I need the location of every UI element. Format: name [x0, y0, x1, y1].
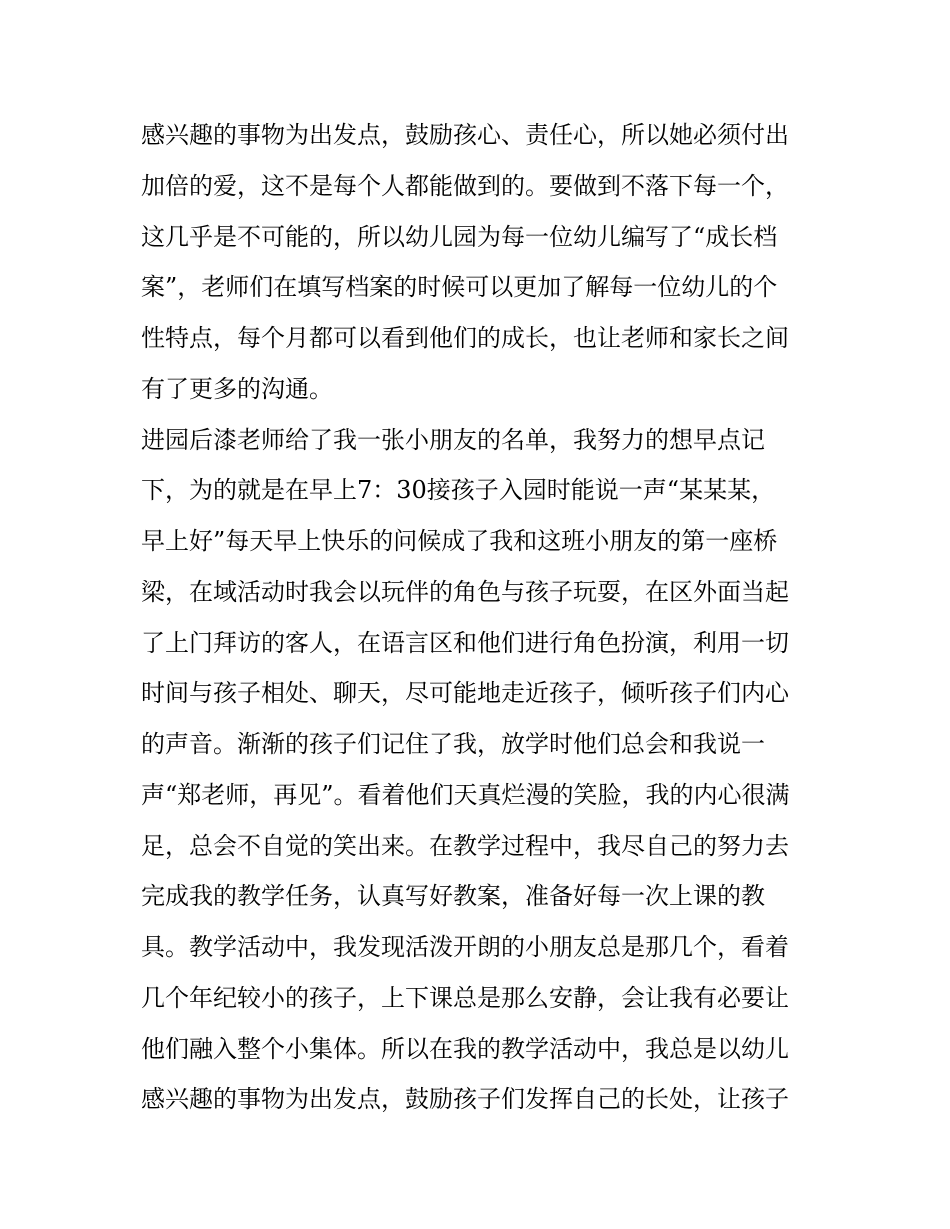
text-line-12: 时间与孩子相处、聊天，尽可能地走近孩子，倾听孩子们内心 — [141, 679, 789, 708]
text-line-20: 感兴趣的事物为出发点，鼓励孩子们发挥自己的长处，让孩子 — [141, 1085, 789, 1114]
text-line-15: 足，总会不自觉的笑出来。在教学过程中，我尽自己的努力去 — [141, 831, 789, 860]
text-line-11: 了上门拜访的客人，在语言区和他们进行角色扮演，利用一切 — [141, 628, 789, 657]
text-line-1: 感兴趣的事物为出发点，鼓励孩心、责任心，所以她必须付出 — [141, 121, 789, 149]
text-line-14: 声“郑老师，再见”。看着他们天真烂漫的笑脸，我的内心很满 — [141, 780, 790, 809]
text-line-18: 几个年纪较小的孩子，上下课总是那么安静，会让我有必要让 — [141, 983, 789, 1012]
text-line-10: 梁，在域活动时我会以玩伴的角色与孩子玩耍，在区外面当起 — [141, 577, 789, 606]
text-line-5: 性特点，每个月都可以看到他们的成长，也让老师和家长之间 — [141, 324, 789, 352]
text-line-6: 有了更多的沟通。 — [141, 374, 333, 403]
text-line-3: 这几乎是不可能的，所以幼儿园为每一位幼儿编写了“成长档 — [141, 222, 778, 251]
text-line-13: 的声音。渐渐的孩子们记住了我，放学时他们总会和我说一 — [141, 730, 765, 758]
text-line-9: 早上好”每天早上快乐的问候成了我和这班小朋友的第一座桥 — [141, 527, 778, 555]
text-line-17: 具。教学活动中，我发现活泼开朗的小朋友总是那几个，看着 — [141, 933, 789, 961]
text-line-19: 他们融入整个小集体。所以在我的教学活动中，我总是以幼儿 — [141, 1034, 789, 1063]
body-text — [141, 110, 821, 1125]
text-line-8: 下，为的就是在早上7：30接孩子入园时能说一声“某某某， — [141, 476, 776, 505]
text-line-2: 加倍的爱，这不是每个人都能做到的。要做到不落下每一个， — [141, 171, 789, 200]
text-line-7: 进园后漆老师给了我一张小朋友的名单，我努力的想早点记 — [141, 425, 765, 454]
text-line-4: 案”，老师们在填写档案的时候可以更加了解每一位幼儿的个 — [141, 273, 778, 302]
text-line-16: 完成我的教学任务，认真写好教案，准备好每一次上课的教 — [141, 882, 765, 911]
